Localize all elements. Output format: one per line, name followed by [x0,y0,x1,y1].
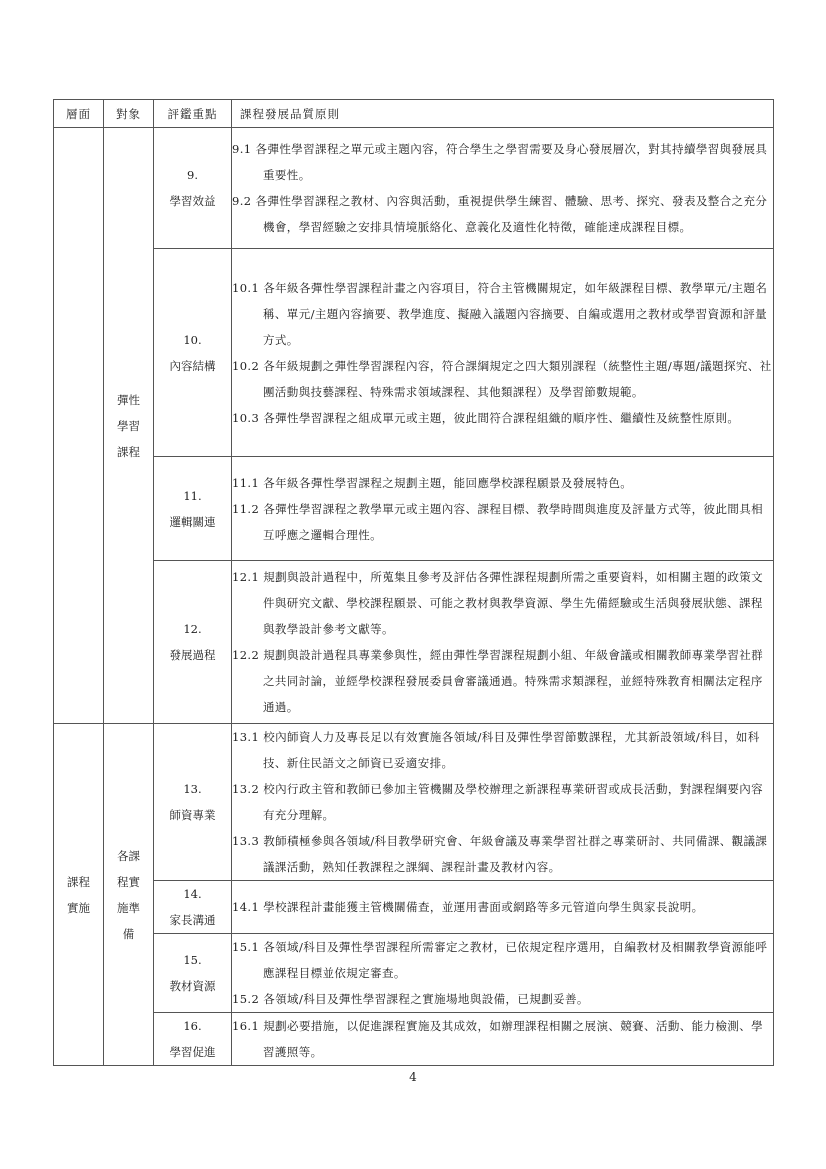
principle-item: 10.1 各年級各彈性學習課程計畫之內容項目，符合主管機關規定，如年級課程目標、教學單元/主題名稱、單元/主題內容摘要、教學進度、擬融入議題內容摘要、自編或選用之教材或學習資源和評量方式。 [232,280,768,347]
principle-item: 15.2 各領域/科目及彈性學習課程之實施場地與設備，已規劃妥善。 [232,992,589,1006]
focus-title: 師資專業 [169,808,216,822]
principle-cell [232,881,774,934]
principle-cell [232,561,774,724]
header-facet: 層面 [54,100,104,128]
focus-title: 學習效益 [169,194,216,208]
focus-title: 內容結構 [169,358,216,373]
target-line: 學習 [117,418,140,433]
principle-item: 9.2 各彈性學習課程之教材、內容與活動，重視提供學生練習、體驗、思考、探究、發表及整合之充分機會，學習經驗之安排具情境脈絡化、意義化及適性化特徵，確能達成課程目標。 [232,194,768,234]
focus-number: 12. [183,622,202,636]
focus-number: 10. [183,332,202,347]
facet-line: 課程 [67,874,90,889]
header-focus: 評鑑重點 [154,100,232,128]
principle-item: 11.2 各彈性學習課程之教學單元或主題內容、課程目標、教學時間與進度及評量方式等，彼此間具相互呼應之邏輯合理性。 [232,501,764,542]
focus-title: 發展過程 [169,648,216,662]
focus-number: 13. [183,782,202,796]
table-row [54,934,774,1013]
principle-cell [232,128,774,249]
focus-cell [154,881,232,934]
principle-item: 11.1 各年級各彈性學習課程之規劃主題，能回應學校課程願景及發展特色。 [232,475,633,490]
principle-item: 13.3 教師積極參與各領域/科目教學研究會、年級會議及專業學習社群之專業研討、共同備課、觀議課議課活動，熟知任教課程之課綱、課程計畫及教材內容。 [232,834,768,874]
focus-title: 邏輯關連 [169,514,216,529]
target-line: 課程 [117,444,140,459]
principle-item: 12.2 規劃與設計過程具專業參與性，經由彈性學習課程規劃小組、年級會議或相關教師專業學習社群之共同討論，並經學校課程發展委員會審議通過。特殊需求類課程，並經特殊教育相關法定程序通過。 [232,648,764,714]
focus-number: 16. [183,1019,202,1033]
principle-cell [232,457,774,561]
facet-cell [54,128,104,724]
principle-cell [232,1013,774,1066]
principle-item: 12.1 規劃與設計過程中，所蒐集且參考及評估各彈性課程規劃所需之重要資料，如相關主題的政策文件與研究文獻、學校課程願景、可能之教材與教學資源、學生先備經驗或生活與發展狀態、課程與教學設計參考文獻等。 [232,570,764,636]
principle-cell [232,724,774,881]
page-number: 4 [409,1070,417,1084]
table-row [54,561,774,724]
focus-number: 15. [183,953,202,967]
focus-cell [154,724,232,881]
target-line: 施準 [117,900,140,915]
principle-item: 10.2 各年級規劃之彈性學習課程內容，符合課綱規定之四大類別課程（統整性主題/專題/議題探究、社團活動與技藝課程、特殊需求領域課程、其他類課程）及學習節數規範。 [232,358,772,399]
principle-cell [232,249,774,457]
table-row [54,881,774,934]
principle-item: 16.1 規劃必要措施，以促進課程實施及其成效，如辦理課程相關之展演、競賽、活動、能力檢測、學習護照等。 [232,1019,764,1059]
table-header-row [54,100,774,128]
focus-cell [154,1013,232,1066]
target-line: 彈性 [117,392,140,407]
facet-cell [54,724,104,1066]
focus-number: 11. [183,488,202,503]
principle-item: 9.1 各彈性學習課程之單元或主題內容，符合學生之學習需要及身心發展層次，對其持續學習與發展具重要性。 [232,142,768,182]
table-row [54,128,774,249]
focus-cell [154,457,232,561]
table-row [54,249,774,457]
focus-title: 學習促進 [169,1045,216,1059]
target-line: 各課 [117,848,140,863]
focus-number: 9. [187,168,198,182]
principle-item: 10.3 各彈性學習課程之組成單元或主題，彼此間符合課程組織的順序性、繼續性及統整性原則。 [232,410,740,425]
principle-item: 15.1 各領域/科目及彈性學習課程所需審定之教材，已依規定程序選用，自編教材及相關教學資源能呼應課程目標並依規定審查。 [232,940,768,980]
focus-number: 14. [183,887,202,901]
focus-title: 家長溝通 [169,913,216,927]
facet-line: 實施 [67,900,90,915]
target-line: 備 [122,926,135,941]
focus-cell [154,249,232,457]
principle-item: 13.1 校內師資人力及專長足以有效實施各領域/科目及彈性學習節數課程，尤其新設領域/科目，如科技、新住民語文之師資已妥適安排。 [232,730,760,770]
focus-cell [154,128,232,249]
focus-cell [154,934,232,1013]
principle-item: 14.1 學校課程計畫能獲主管機關備查，並運用書面或網路等多元管道向學生與家長說明。 [232,900,704,914]
target-cell [104,724,154,1066]
focus-title: 教材資源 [169,979,216,993]
target-cell [104,128,154,724]
principle-cell [232,934,774,1013]
header-target: 對象 [104,100,154,128]
evaluation-table [53,99,774,1066]
header-principle: 課程發展品質原則 [232,100,774,128]
table-row [54,724,774,881]
focus-cell [154,561,232,724]
principle-item: 13.2 校內行政主管和教師已參加主管機關及學校辦理之新課程專業研習或成長活動，對課程綱要內容有充分理解。 [232,782,764,822]
table-row [54,457,774,561]
table-row [54,1013,774,1066]
target-line: 程實 [117,874,140,889]
